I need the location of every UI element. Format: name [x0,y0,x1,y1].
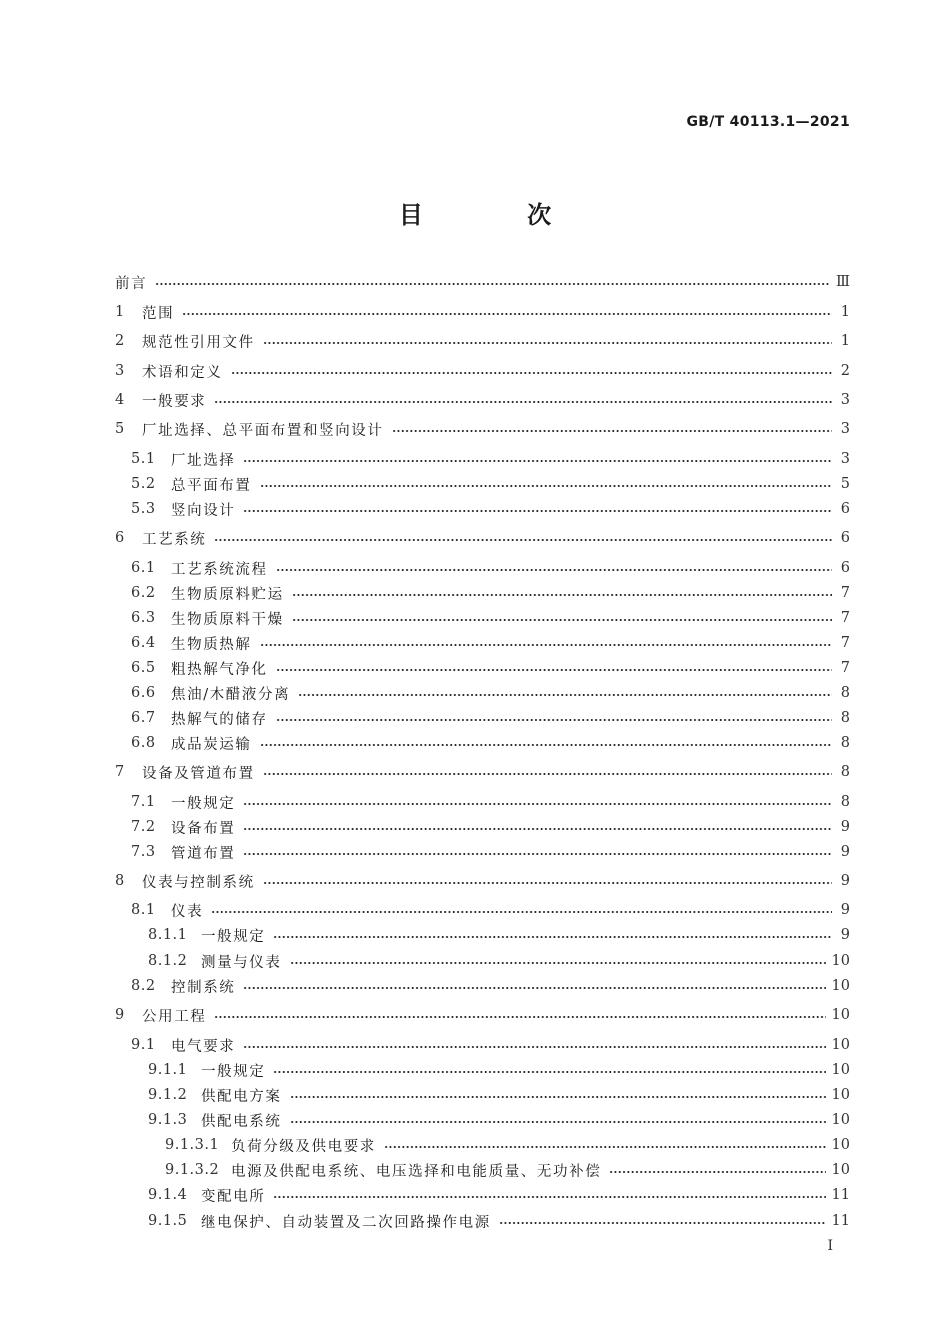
toc-entry-title: 术语和定义 [142,364,223,381]
toc-entry-number: 9.1.3 [148,1112,188,1128]
toc-entry[interactable] [115,473,850,495]
toc-entry[interactable] [115,607,850,629]
toc-entry-number: 2 [115,333,125,349]
toc-entry-title: 控制系统 [171,979,236,996]
toc-entry-number: 8.2 [131,978,156,994]
toc-dot-leader [214,1015,825,1019]
toc-entry[interactable] [115,389,850,411]
toc-entry-number: 8.1.2 [148,953,188,969]
toc-dot-leader [276,718,832,722]
toc-entry-number: 7.1 [131,794,156,810]
toc-dot-leader [263,341,832,345]
toc-entry-number: 9.1.4 [148,1187,188,1203]
toc-entry[interactable] [115,557,850,579]
toc-entry-title: 工艺系统流程 [171,561,268,578]
toc-entry-number: 8 [115,873,125,889]
toc-entry-title: 范围 [142,305,175,322]
toc-entry[interactable] [115,1210,850,1232]
toc-entry-page: 9 [840,927,850,943]
toc-entry-page: 10 [831,953,850,969]
toc-dot-leader [243,1045,825,1049]
toc-dot-leader [243,986,825,990]
toc-entry-page: 10 [831,1137,850,1153]
toc-entry-title: 焦油/木醋液分离 [171,686,291,703]
toc-dot-leader [290,1120,826,1124]
toc-entry-page: 9 [840,844,850,860]
toc-entry-title: 变配电所 [201,1188,266,1205]
toc-dot-leader [182,312,832,316]
toc-entry[interactable] [115,657,850,679]
toc-entry-page: 9 [840,819,850,835]
toc-dot-leader [231,371,833,375]
toc-entry-number: 9.1 [131,1037,156,1053]
toc-entry[interactable] [115,761,850,783]
toc-entry[interactable] [115,527,850,549]
toc-entry[interactable] [115,301,850,323]
toc-dot-leader [260,484,833,488]
toc-entry-page: 9 [840,902,850,918]
toc-dot-leader [260,743,833,747]
standard-number: GB/T 40113.1—2021 [686,114,850,130]
toc-entry[interactable] [115,1134,850,1156]
toc-entry-title: 粗热解气净化 [171,661,268,678]
toc-entry-page: 5 [840,476,850,492]
toc-entry-page: 10 [831,1112,850,1128]
toc-dot-leader [392,429,833,433]
toc-entry[interactable] [115,498,850,520]
toc-entry-title: 规范性引用文件 [142,334,255,351]
toc-dot-leader [276,668,832,672]
toc-entry-number: 7.3 [131,844,156,860]
toc-dot-leader [273,1070,825,1074]
toc-entry-number: 7 [115,764,125,780]
toc-entry-page: 8 [840,794,850,810]
toc-dot-leader [263,881,832,885]
toc-dot-leader [243,827,832,831]
toc-entry-number: 1 [115,304,125,320]
toc-entry-title: 公用工程 [142,1008,207,1025]
toc-entry-page: 10 [831,1037,850,1053]
toc-entry-number: 6 [115,530,125,546]
toc-entry-title: 一般规定 [201,928,266,945]
toc-entry-number: 5.1 [131,451,156,467]
toc-entry-number: 4 [115,392,125,408]
toc-dot-leader [298,693,832,697]
toc-entry[interactable] [115,1059,850,1081]
toc-entry-number: 3 [115,363,125,379]
toc-entry-page: 10 [831,1007,850,1023]
toc-entry-number: 6.4 [131,635,156,651]
toc-entry[interactable] [115,707,850,729]
toc-entry-title: 生物质热解 [171,636,252,653]
toc-entry-title: 电源及供配电系统、电压选择和电能质量、无功补偿 [231,1163,602,1180]
toc-entry[interactable] [115,1004,850,1026]
toc-entry-number: 8.1 [131,902,156,918]
page-number: I [827,1238,833,1254]
toc-entry-page: 10 [831,1087,850,1103]
toc-entry-title: 厂址选择、总平面布置和竖向设计 [142,422,384,439]
toc-entry-page: 11 [831,1187,850,1203]
toc-entry-number: 9.1.5 [148,1213,188,1229]
toc-dot-leader [292,593,832,597]
toc-entry-page: 3 [840,392,850,408]
toc-dot-leader [290,961,826,965]
toc-entry-number: 9 [115,1007,125,1023]
toc-entry-page: 2 [840,363,850,379]
toc-dot-leader [155,282,830,286]
toc-entry[interactable] [115,816,850,838]
page-title: 目 次 [398,201,600,229]
toc-entry-number: 5.2 [131,476,156,492]
toc-dot-leader [290,1095,826,1099]
toc-entry[interactable] [115,975,850,997]
toc-entry-title: 测量与仪表 [201,954,282,971]
toc-entry[interactable] [115,330,850,352]
toc-entry-page: Ⅲ [836,274,850,290]
toc-entry[interactable] [115,448,850,470]
toc-entry[interactable] [115,632,850,654]
toc-entry[interactable] [115,924,850,946]
toc-entry-number: 7.2 [131,819,156,835]
toc-entry-page: 7 [840,660,850,676]
toc-dot-leader [243,509,832,513]
toc-entry-number: 9.1.1 [148,1062,188,1078]
toc-entry-number: 9.1.2 [148,1087,188,1103]
toc-dot-leader [214,538,832,542]
toc-entry-number: 6.6 [131,685,156,701]
toc-entry[interactable] [115,791,850,813]
toc-entry-number: 5 [115,421,125,437]
toc-entry[interactable] [115,1034,850,1056]
toc-dot-leader [211,910,832,914]
toc-entry-title: 供配电系统 [201,1113,282,1130]
toc-entry-title: 一般规定 [171,795,236,812]
toc-entry-page: 6 [840,530,850,546]
toc-entry-title: 负荷分级及供电要求 [231,1138,376,1155]
toc-entry-number: 6.8 [131,735,156,751]
toc-entry-title: 厂址选择 [171,452,236,469]
toc-entry-page: 9 [840,873,850,889]
toc-entry-number: 9.1.3.2 [165,1162,220,1178]
toc-entry-page: 7 [840,610,850,626]
toc-entry-page: 8 [840,764,850,780]
toc-entry-page: 7 [840,585,850,601]
toc-dot-leader [609,1170,825,1174]
toc-entry-title: 前言 [115,275,148,292]
toc-entry-number: 6.2 [131,585,156,601]
toc-entry[interactable] [115,870,850,892]
toc-dot-leader [499,1221,826,1225]
toc-dot-leader [263,772,832,776]
toc-entry-title: 一般规定 [201,1063,266,1080]
toc-entry-title: 仪表 [171,903,204,920]
toc-dot-leader [260,643,833,647]
toc-entry-page: 7 [840,635,850,651]
toc-entry-title: 仪表与控制系统 [142,874,255,891]
toc-entry-page: 8 [840,735,850,751]
toc-entry-number: 8.1.1 [148,927,188,943]
toc-dot-leader [273,935,832,939]
toc-entry[interactable] [115,1109,850,1131]
toc-entry-title: 工艺系统 [142,531,207,548]
toc-entry-number: 6.1 [131,560,156,576]
toc-entry-page: 10 [831,978,850,994]
toc-dot-leader [292,618,832,622]
toc-entry[interactable] [115,360,850,382]
toc-entry-title: 一般要求 [142,393,207,410]
toc-entry[interactable] [115,1084,850,1106]
toc-entry-number: 9.1.3.1 [165,1137,220,1153]
toc-dot-leader [273,1195,825,1199]
toc-entry-page: 11 [831,1213,850,1229]
toc-dot-leader [214,400,832,404]
toc-entry-page: 6 [840,560,850,576]
toc-entry-number: 5.3 [131,501,156,517]
toc-entry-page: 1 [840,333,850,349]
toc-entry-title: 设备及管道布置 [142,765,255,782]
toc-entry-title: 热解气的储存 [171,711,268,728]
toc-entry[interactable] [115,271,850,293]
toc-entry[interactable] [115,1184,850,1206]
toc-entry-page: 10 [831,1162,850,1178]
toc-entry-title: 继电保护、自动装置及二次回路操作电源 [201,1214,491,1231]
toc-entry-page: 3 [840,451,850,467]
toc-entry-page: 3 [840,421,850,437]
toc-entry-number: 6.3 [131,610,156,626]
toc-entry[interactable] [115,582,850,604]
toc-entry[interactable] [115,841,850,863]
toc-entry[interactable] [115,732,850,754]
toc-dot-leader [243,852,832,856]
toc-entry-title: 生物质原料贮运 [171,586,284,603]
toc-entry-title: 电气要求 [171,1038,236,1055]
toc-entry-title: 竖向设计 [171,502,236,519]
toc-entry-title: 生物质原料干燥 [171,611,284,628]
toc-entry[interactable] [115,1159,850,1181]
toc-entry-title: 管道布置 [171,845,236,862]
toc-entry-page: 6 [840,501,850,517]
toc-entry-page: 1 [840,304,850,320]
toc-entry-title: 设备布置 [171,820,236,837]
toc-entry-page: 10 [831,1062,850,1078]
toc-entry[interactable] [115,418,850,440]
toc-dot-leader [243,459,832,463]
toc-entry-title: 成品炭运输 [171,736,252,753]
toc-entry-number: 6.5 [131,660,156,676]
toc-dot-leader [276,568,832,572]
toc-entry[interactable] [115,682,850,704]
toc-entry-title: 总平面布置 [171,477,252,494]
toc-dot-leader [384,1145,826,1149]
toc-entry-page: 8 [840,685,850,701]
toc-entry[interactable] [115,899,850,921]
toc-entry-number: 6.7 [131,710,156,726]
toc-entry[interactable] [115,950,850,972]
toc-entry-title: 供配电方案 [201,1088,282,1105]
toc-entry-page: 8 [840,710,850,726]
toc-dot-leader [243,802,832,806]
